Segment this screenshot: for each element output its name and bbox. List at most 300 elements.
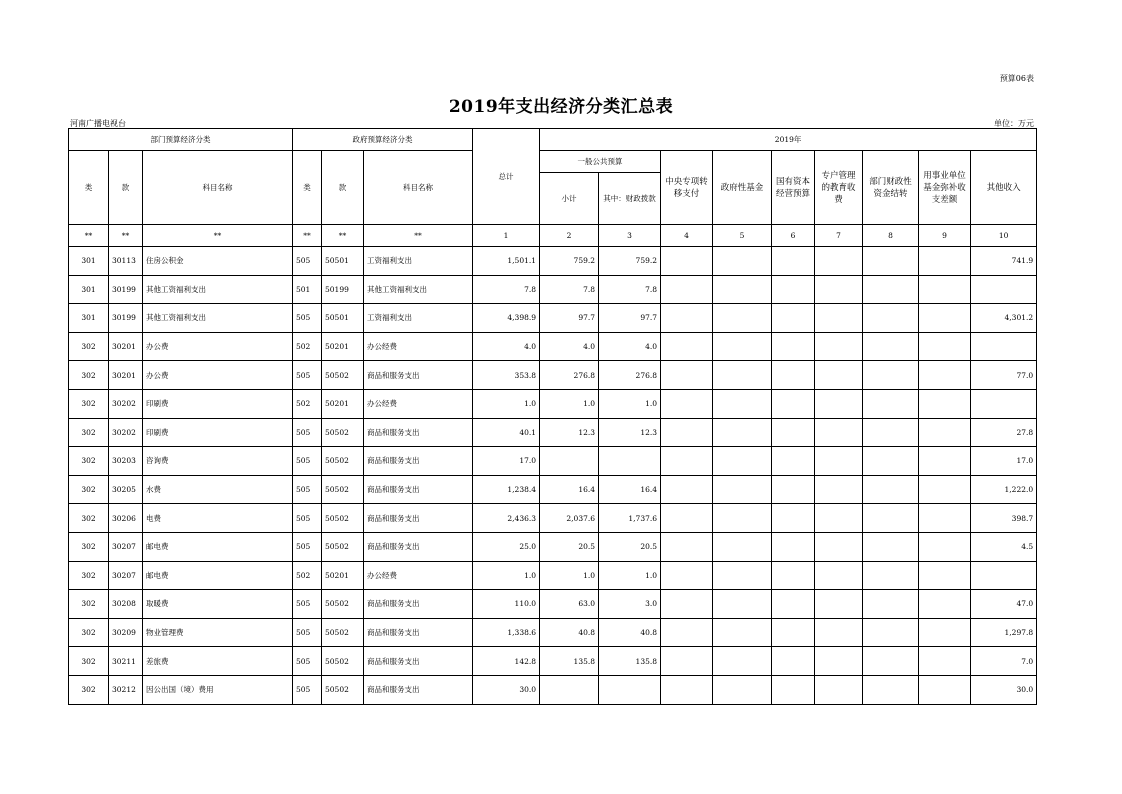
code-cell: 9 bbox=[919, 225, 971, 247]
cell-state-capital bbox=[772, 361, 815, 390]
cell-dept-kuan: 30203 bbox=[109, 447, 143, 476]
table-row bbox=[69, 647, 1037, 676]
cell-other-income: 27.8 bbox=[971, 418, 1037, 447]
header-general-budget: 一般公共预算 bbox=[540, 151, 661, 173]
cell-gov-fund bbox=[713, 647, 772, 676]
cell-gov-subject: 商品和服务支出 bbox=[364, 447, 473, 476]
table-row bbox=[69, 247, 1037, 276]
cell-fiscal-allocation: 40.8 bbox=[599, 618, 661, 647]
cell-gov-lei: 501 bbox=[293, 275, 322, 304]
cell-gov-lei: 505 bbox=[293, 675, 322, 704]
cell-total: 1.0 bbox=[473, 561, 540, 590]
cell-fiscal-allocation: 1,737.6 bbox=[599, 504, 661, 533]
cell-dept-lei: 302 bbox=[69, 618, 109, 647]
cell-total: 2,436.3 bbox=[473, 504, 540, 533]
cell-gov-kuan: 50201 bbox=[322, 561, 364, 590]
expenditure-table bbox=[68, 128, 1037, 705]
cell-fund-balance bbox=[919, 447, 971, 476]
cell-total: 1,238.4 bbox=[473, 475, 540, 504]
cell-gov-subject: 商品和服务支出 bbox=[364, 361, 473, 390]
cell-dept-subject: 印刷费 bbox=[143, 418, 293, 447]
cell-dept-kuan: 30207 bbox=[109, 532, 143, 561]
header-lei: 类 bbox=[69, 151, 109, 225]
cell-dept-lei: 302 bbox=[69, 447, 109, 476]
cell-dept-kuan: 30205 bbox=[109, 475, 143, 504]
cell-dept-subject: 其他工资福利支出 bbox=[143, 304, 293, 333]
cell-gov-kuan: 50502 bbox=[322, 647, 364, 676]
cell-dept-lei: 302 bbox=[69, 332, 109, 361]
cell-dept-lei: 302 bbox=[69, 504, 109, 533]
header-dept-carryover: 部门财政性资金结转 bbox=[863, 151, 919, 225]
cell-central-transfer bbox=[661, 447, 713, 476]
cell-subtotal bbox=[540, 447, 599, 476]
code-cell: ** bbox=[293, 225, 322, 247]
cell-edu-fee bbox=[815, 590, 863, 619]
cell-dept-subject: 水费 bbox=[143, 475, 293, 504]
cell-fiscal-allocation: 276.8 bbox=[599, 361, 661, 390]
cell-fiscal-allocation: 20.5 bbox=[599, 532, 661, 561]
cell-edu-fee bbox=[815, 447, 863, 476]
cell-state-capital bbox=[772, 275, 815, 304]
cell-state-capital bbox=[772, 247, 815, 276]
table-row bbox=[69, 590, 1037, 619]
cell-subtotal: 276.8 bbox=[540, 361, 599, 390]
header-gov-subject-name: 科目名称 bbox=[364, 151, 473, 225]
cell-gov-subject: 办公经费 bbox=[364, 561, 473, 590]
cell-gov-kuan: 50501 bbox=[322, 304, 364, 333]
cell-subtotal: 759.2 bbox=[540, 247, 599, 276]
cell-dept-subject: 因公出国（境）费用 bbox=[143, 675, 293, 704]
cell-central-transfer bbox=[661, 561, 713, 590]
cell-dept-lei: 302 bbox=[69, 532, 109, 561]
table-row bbox=[69, 504, 1037, 533]
cell-edu-fee bbox=[815, 675, 863, 704]
cell-dept-kuan: 30207 bbox=[109, 561, 143, 590]
table-row bbox=[69, 532, 1037, 561]
cell-gov-fund bbox=[713, 447, 772, 476]
cell-other-income bbox=[971, 275, 1037, 304]
cell-total: 7.8 bbox=[473, 275, 540, 304]
cell-gov-lei: 505 bbox=[293, 247, 322, 276]
cell-gov-lei: 505 bbox=[293, 418, 322, 447]
cell-other-income: 77.0 bbox=[971, 361, 1037, 390]
cell-gov-subject: 办公经费 bbox=[364, 389, 473, 418]
cell-gov-subject: 商品和服务支出 bbox=[364, 418, 473, 447]
cell-gov-lei: 505 bbox=[293, 504, 322, 533]
table-row bbox=[69, 561, 1037, 590]
cell-edu-fee bbox=[815, 275, 863, 304]
cell-dept-kuan: 30113 bbox=[109, 247, 143, 276]
cell-other-income: 741.9 bbox=[971, 247, 1037, 276]
cell-other-income: 1,297.8 bbox=[971, 618, 1037, 647]
cell-dept-carryover bbox=[863, 475, 919, 504]
cell-gov-subject: 商品和服务支出 bbox=[364, 504, 473, 533]
cell-total: 25.0 bbox=[473, 532, 540, 561]
cell-gov-lei: 505 bbox=[293, 447, 322, 476]
cell-gov-kuan: 50201 bbox=[322, 332, 364, 361]
cell-subtotal: 7.8 bbox=[540, 275, 599, 304]
cell-other-income: 7.0 bbox=[971, 647, 1037, 676]
cell-total: 30.0 bbox=[473, 675, 540, 704]
table-row bbox=[69, 418, 1037, 447]
cell-other-income: 47.0 bbox=[971, 590, 1037, 619]
cell-state-capital bbox=[772, 447, 815, 476]
cell-gov-fund bbox=[713, 247, 772, 276]
cell-dept-lei: 302 bbox=[69, 590, 109, 619]
cell-fund-balance bbox=[919, 332, 971, 361]
cell-dept-kuan: 30202 bbox=[109, 418, 143, 447]
table-row bbox=[69, 447, 1037, 476]
cell-fund-balance bbox=[919, 475, 971, 504]
cell-gov-subject: 工资福利支出 bbox=[364, 304, 473, 333]
cell-gov-lei: 505 bbox=[293, 475, 322, 504]
cell-state-capital bbox=[772, 475, 815, 504]
code-cell: 2 bbox=[540, 225, 599, 247]
cell-state-capital bbox=[772, 618, 815, 647]
cell-fiscal-allocation: 12.3 bbox=[599, 418, 661, 447]
header-state-capital: 国有资本经营预算 bbox=[772, 151, 815, 225]
cell-other-income: 17.0 bbox=[971, 447, 1037, 476]
cell-central-transfer bbox=[661, 675, 713, 704]
cell-dept-kuan: 30201 bbox=[109, 361, 143, 390]
cell-central-transfer bbox=[661, 418, 713, 447]
cell-central-transfer bbox=[661, 504, 713, 533]
cell-total: 1.0 bbox=[473, 389, 540, 418]
cell-fund-balance bbox=[919, 561, 971, 590]
cell-edu-fee bbox=[815, 561, 863, 590]
cell-other-income: 30.0 bbox=[971, 675, 1037, 704]
cell-gov-fund bbox=[713, 675, 772, 704]
code-cell: ** bbox=[364, 225, 473, 247]
code-cell: 5 bbox=[713, 225, 772, 247]
cell-dept-kuan: 30199 bbox=[109, 304, 143, 333]
code-cell: ** bbox=[322, 225, 364, 247]
cell-state-capital bbox=[772, 304, 815, 333]
cell-total: 142.8 bbox=[473, 647, 540, 676]
cell-gov-fund bbox=[713, 618, 772, 647]
cell-gov-subject: 商品和服务支出 bbox=[364, 590, 473, 619]
cell-central-transfer bbox=[661, 532, 713, 561]
cell-dept-subject: 印刷费 bbox=[143, 389, 293, 418]
cell-fiscal-allocation bbox=[599, 447, 661, 476]
header-fiscal-allocation: 其中：财政拨款 bbox=[599, 173, 661, 225]
header-edu-fee: 专户管理的教育收费 bbox=[815, 151, 863, 225]
cell-dept-lei: 301 bbox=[69, 247, 109, 276]
cell-edu-fee bbox=[815, 389, 863, 418]
cell-gov-subject: 商品和服务支出 bbox=[364, 618, 473, 647]
cell-total: 17.0 bbox=[473, 447, 540, 476]
code-cell: 3 bbox=[599, 225, 661, 247]
header-gov-kuan: 款 bbox=[322, 151, 364, 225]
cell-gov-lei: 505 bbox=[293, 532, 322, 561]
cell-total: 353.8 bbox=[473, 361, 540, 390]
cell-subtotal: 1.0 bbox=[540, 561, 599, 590]
cell-gov-kuan: 50502 bbox=[322, 447, 364, 476]
header-gov-fund: 政府性基金 bbox=[713, 151, 772, 225]
cell-dept-subject: 邮电费 bbox=[143, 532, 293, 561]
table-row bbox=[69, 304, 1037, 333]
cell-dept-kuan: 30201 bbox=[109, 332, 143, 361]
header-kuan: 款 bbox=[109, 151, 143, 225]
cell-gov-fund bbox=[713, 504, 772, 533]
cell-gov-kuan: 50502 bbox=[322, 590, 364, 619]
cell-dept-carryover bbox=[863, 590, 919, 619]
cell-subtotal: 16.4 bbox=[540, 475, 599, 504]
cell-dept-carryover bbox=[863, 304, 919, 333]
cell-subtotal: 40.8 bbox=[540, 618, 599, 647]
cell-fund-balance bbox=[919, 504, 971, 533]
cell-state-capital bbox=[772, 504, 815, 533]
cell-central-transfer bbox=[661, 647, 713, 676]
header-subject-name: 科目名称 bbox=[143, 151, 293, 225]
header-other-income: 其他收入 bbox=[971, 151, 1037, 225]
cell-total: 1,338.6 bbox=[473, 618, 540, 647]
cell-dept-lei: 301 bbox=[69, 275, 109, 304]
cell-gov-fund bbox=[713, 304, 772, 333]
table-row bbox=[69, 332, 1037, 361]
unit-label: 单位：万元 bbox=[994, 119, 1034, 128]
cell-fiscal-allocation: 759.2 bbox=[599, 247, 661, 276]
cell-fund-balance bbox=[919, 361, 971, 390]
cell-fiscal-allocation: 1.0 bbox=[599, 561, 661, 590]
cell-central-transfer bbox=[661, 618, 713, 647]
cell-dept-lei: 301 bbox=[69, 304, 109, 333]
cell-dept-subject: 取暖费 bbox=[143, 590, 293, 619]
cell-dept-kuan: 30206 bbox=[109, 504, 143, 533]
cell-gov-subject: 办公经费 bbox=[364, 332, 473, 361]
code-cell: ** bbox=[143, 225, 293, 247]
code-cell: 4 bbox=[661, 225, 713, 247]
cell-dept-subject: 咨询费 bbox=[143, 447, 293, 476]
cell-gov-kuan: 50502 bbox=[322, 504, 364, 533]
cell-fiscal-allocation: 97.7 bbox=[599, 304, 661, 333]
header-row-2 bbox=[69, 151, 1037, 173]
cell-subtotal: 12.3 bbox=[540, 418, 599, 447]
cell-dept-subject: 电费 bbox=[143, 504, 293, 533]
cell-total: 40.1 bbox=[473, 418, 540, 447]
cell-gov-subject: 商品和服务支出 bbox=[364, 475, 473, 504]
cell-fund-balance bbox=[919, 389, 971, 418]
cell-gov-fund bbox=[713, 561, 772, 590]
cell-dept-subject: 物业管理费 bbox=[143, 618, 293, 647]
cell-subtotal: 63.0 bbox=[540, 590, 599, 619]
cell-gov-kuan: 50502 bbox=[322, 361, 364, 390]
header-dept-class: 部门预算经济分类 bbox=[69, 129, 293, 151]
table-row bbox=[69, 389, 1037, 418]
cell-central-transfer bbox=[661, 590, 713, 619]
organization-name: 河南广播电视台 bbox=[70, 119, 126, 128]
cell-edu-fee bbox=[815, 304, 863, 333]
cell-fiscal-allocation: 3.0 bbox=[599, 590, 661, 619]
code-cell: 1 bbox=[473, 225, 540, 247]
cell-gov-lei: 502 bbox=[293, 332, 322, 361]
cell-edu-fee bbox=[815, 361, 863, 390]
cell-dept-lei: 302 bbox=[69, 475, 109, 504]
cell-state-capital bbox=[772, 590, 815, 619]
cell-gov-lei: 502 bbox=[293, 389, 322, 418]
cell-dept-lei: 302 bbox=[69, 675, 109, 704]
header-fund-balance: 用事业单位基金弥补收支差额 bbox=[919, 151, 971, 225]
cell-total: 4.0 bbox=[473, 332, 540, 361]
cell-gov-subject: 工资福利支出 bbox=[364, 247, 473, 276]
cell-fiscal-allocation: 135.8 bbox=[599, 647, 661, 676]
table-row bbox=[69, 618, 1037, 647]
cell-central-transfer bbox=[661, 275, 713, 304]
cell-gov-subject: 商品和服务支出 bbox=[364, 647, 473, 676]
cell-subtotal: 97.7 bbox=[540, 304, 599, 333]
cell-gov-kuan: 50502 bbox=[322, 475, 364, 504]
cell-dept-kuan: 30199 bbox=[109, 275, 143, 304]
cell-dept-subject: 办公费 bbox=[143, 332, 293, 361]
code-cell: 7 bbox=[815, 225, 863, 247]
cell-gov-kuan: 50502 bbox=[322, 675, 364, 704]
cell-dept-carryover bbox=[863, 504, 919, 533]
cell-dept-carryover bbox=[863, 618, 919, 647]
form-number: 预算06表 bbox=[999, 74, 1034, 83]
header-gov-lei: 类 bbox=[293, 151, 322, 225]
cell-fiscal-allocation: 7.8 bbox=[599, 275, 661, 304]
cell-other-income: 4.5 bbox=[971, 532, 1037, 561]
cell-central-transfer bbox=[661, 475, 713, 504]
cell-dept-lei: 302 bbox=[69, 561, 109, 590]
cell-gov-fund bbox=[713, 389, 772, 418]
cell-gov-fund bbox=[713, 532, 772, 561]
code-cell: 6 bbox=[772, 225, 815, 247]
cell-gov-fund bbox=[713, 361, 772, 390]
code-cell: 8 bbox=[863, 225, 919, 247]
cell-central-transfer bbox=[661, 389, 713, 418]
cell-gov-fund bbox=[713, 275, 772, 304]
cell-dept-carryover bbox=[863, 389, 919, 418]
table-row bbox=[69, 361, 1037, 390]
cell-edu-fee bbox=[815, 418, 863, 447]
cell-state-capital bbox=[772, 647, 815, 676]
cell-dept-carryover bbox=[863, 447, 919, 476]
cell-fund-balance bbox=[919, 618, 971, 647]
cell-gov-lei: 502 bbox=[293, 561, 322, 590]
cell-fiscal-allocation: 1.0 bbox=[599, 389, 661, 418]
cell-fund-balance bbox=[919, 590, 971, 619]
cell-other-income bbox=[971, 332, 1037, 361]
cell-state-capital bbox=[772, 561, 815, 590]
cell-dept-carryover bbox=[863, 675, 919, 704]
cell-gov-fund bbox=[713, 418, 772, 447]
cell-state-capital bbox=[772, 389, 815, 418]
cell-central-transfer bbox=[661, 304, 713, 333]
cell-dept-lei: 302 bbox=[69, 389, 109, 418]
cell-other-income: 398.7 bbox=[971, 504, 1037, 533]
cell-edu-fee bbox=[815, 532, 863, 561]
cell-other-income: 1,222.0 bbox=[971, 475, 1037, 504]
cell-gov-subject: 商品和服务支出 bbox=[364, 532, 473, 561]
cell-dept-carryover bbox=[863, 361, 919, 390]
cell-dept-subject: 邮电费 bbox=[143, 561, 293, 590]
cell-dept-carryover bbox=[863, 332, 919, 361]
cell-dept-lei: 302 bbox=[69, 361, 109, 390]
cell-dept-subject: 其他工资福利支出 bbox=[143, 275, 293, 304]
header-total: 总计 bbox=[473, 129, 540, 225]
cell-edu-fee bbox=[815, 475, 863, 504]
header-year: 2019年 bbox=[540, 129, 1037, 151]
cell-gov-kuan: 50201 bbox=[322, 389, 364, 418]
cell-subtotal: 20.5 bbox=[540, 532, 599, 561]
cell-fund-balance bbox=[919, 275, 971, 304]
cell-gov-lei: 505 bbox=[293, 304, 322, 333]
cell-central-transfer bbox=[661, 361, 713, 390]
cell-gov-fund bbox=[713, 590, 772, 619]
cell-state-capital bbox=[772, 418, 815, 447]
cell-fiscal-allocation bbox=[599, 675, 661, 704]
cell-edu-fee bbox=[815, 504, 863, 533]
cell-dept-subject: 住房公积金 bbox=[143, 247, 293, 276]
cell-edu-fee bbox=[815, 647, 863, 676]
cell-dept-carryover bbox=[863, 275, 919, 304]
header-central-transfer: 中央专项转移支付 bbox=[661, 151, 713, 225]
header-subtotal: 小计 bbox=[540, 173, 599, 225]
cell-total: 4,398.9 bbox=[473, 304, 540, 333]
cell-dept-subject: 办公费 bbox=[143, 361, 293, 390]
code-cell: ** bbox=[69, 225, 109, 247]
cell-gov-kuan: 50502 bbox=[322, 532, 364, 561]
cell-dept-kuan: 30212 bbox=[109, 675, 143, 704]
cell-gov-lei: 505 bbox=[293, 618, 322, 647]
cell-gov-kuan: 50502 bbox=[322, 418, 364, 447]
cell-gov-fund bbox=[713, 332, 772, 361]
cell-gov-lei: 505 bbox=[293, 361, 322, 390]
page-title: 2019年支出经济分类汇总表 bbox=[448, 97, 674, 117]
cell-fund-balance bbox=[919, 304, 971, 333]
cell-subtotal: 1.0 bbox=[540, 389, 599, 418]
cell-gov-kuan: 50501 bbox=[322, 247, 364, 276]
cell-subtotal: 2,037.6 bbox=[540, 504, 599, 533]
cell-gov-fund bbox=[713, 475, 772, 504]
header-gov-class: 政府预算经济分类 bbox=[293, 129, 473, 151]
cell-fund-balance bbox=[919, 532, 971, 561]
cell-subtotal: 4.0 bbox=[540, 332, 599, 361]
cell-dept-subject: 差旅费 bbox=[143, 647, 293, 676]
code-cell: ** bbox=[109, 225, 143, 247]
cell-dept-kuan: 30209 bbox=[109, 618, 143, 647]
cell-dept-lei: 302 bbox=[69, 418, 109, 447]
cell-edu-fee bbox=[815, 247, 863, 276]
cell-dept-carryover bbox=[863, 418, 919, 447]
cell-dept-kuan: 30211 bbox=[109, 647, 143, 676]
cell-dept-carryover bbox=[863, 532, 919, 561]
cell-subtotal: 135.8 bbox=[540, 647, 599, 676]
cell-total: 1,501.1 bbox=[473, 247, 540, 276]
cell-gov-kuan: 50199 bbox=[322, 275, 364, 304]
cell-other-income: 4,301.2 bbox=[971, 304, 1037, 333]
cell-other-income bbox=[971, 389, 1037, 418]
cell-gov-kuan: 50502 bbox=[322, 618, 364, 647]
cell-edu-fee bbox=[815, 618, 863, 647]
cell-state-capital bbox=[772, 675, 815, 704]
cell-subtotal bbox=[540, 675, 599, 704]
table-row bbox=[69, 475, 1037, 504]
cell-fund-balance bbox=[919, 647, 971, 676]
cell-fund-balance bbox=[919, 675, 971, 704]
cell-dept-kuan: 30208 bbox=[109, 590, 143, 619]
table-row bbox=[69, 275, 1037, 304]
cell-other-income bbox=[971, 561, 1037, 590]
cell-dept-kuan: 30202 bbox=[109, 389, 143, 418]
cell-dept-lei: 302 bbox=[69, 647, 109, 676]
cell-fiscal-allocation: 4.0 bbox=[599, 332, 661, 361]
cell-state-capital bbox=[772, 532, 815, 561]
header-row-1 bbox=[69, 129, 1037, 151]
cell-gov-subject: 商品和服务支出 bbox=[364, 675, 473, 704]
cell-edu-fee bbox=[815, 332, 863, 361]
